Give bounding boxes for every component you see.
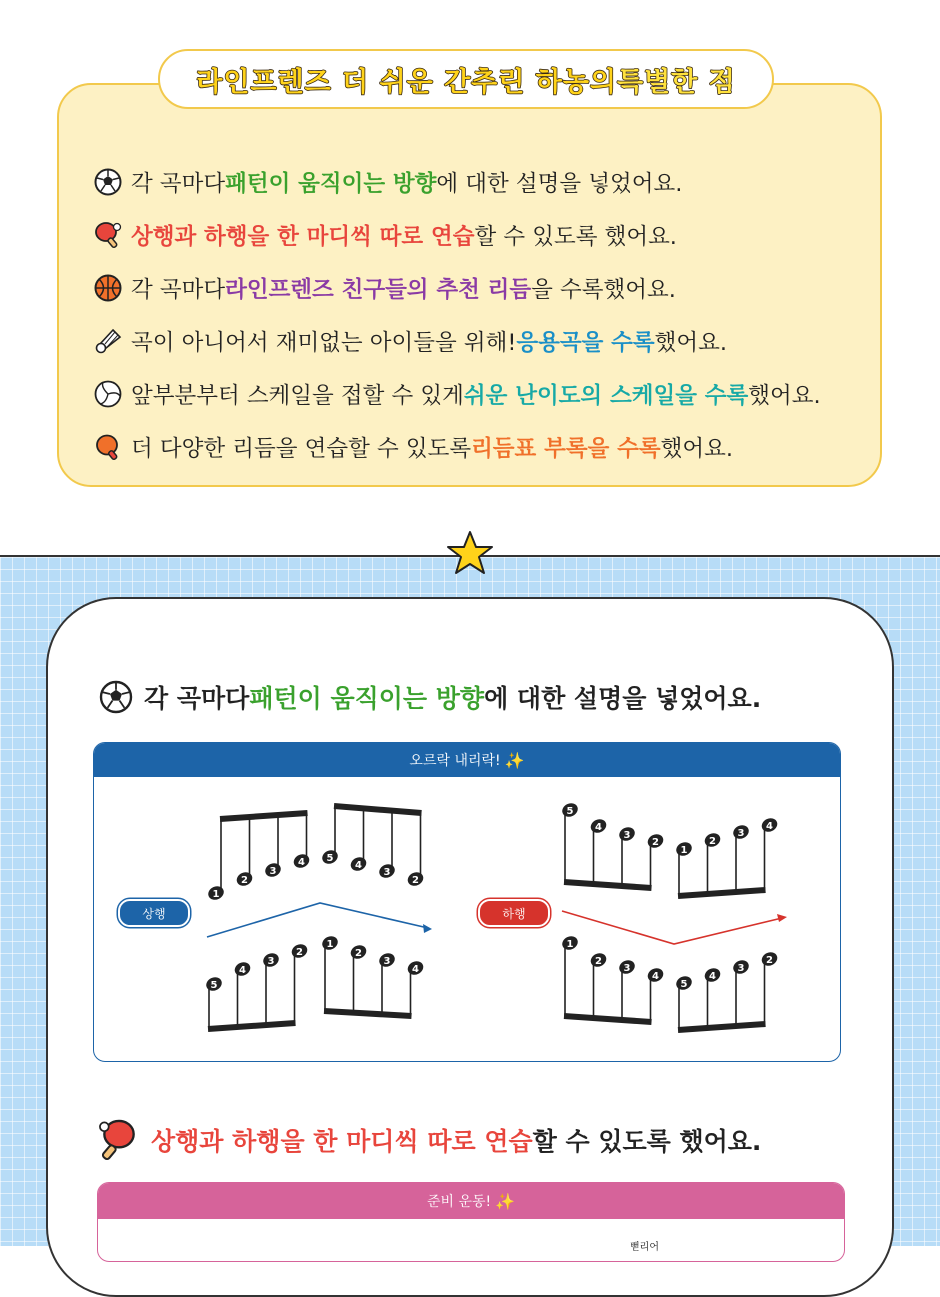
down-top-b-note-number: 2 xyxy=(709,836,716,847)
feature-post: 을 수록했어요. xyxy=(531,276,676,303)
label-ascending: 상행 xyxy=(118,899,190,927)
warmup-card-title: 준비 운동! xyxy=(426,1194,492,1210)
up-bot-a-note-number: 3 xyxy=(267,956,275,967)
section-heading-highlight: 상행과 하행을 한 마디씩 따로 연습 xyxy=(151,1127,533,1156)
up-top-b-beam xyxy=(334,806,422,813)
feature-pre: 곡이 아니어서 재미없는 아이들을 위해! xyxy=(131,329,517,356)
up-top-a-note-number: 3 xyxy=(269,866,277,877)
down-bot-b-note-number: 5 xyxy=(680,979,688,990)
feature-pre: 앞부분부터 스케일을 접할 수 있게 xyxy=(131,382,464,409)
down-bot-b-note-number: 4 xyxy=(709,971,716,982)
section-heading-post: 할 수 있도록 했어요. xyxy=(532,1127,762,1156)
down-bot-b-note-number: 3 xyxy=(737,963,745,974)
feature-pre: 각 곡마다 xyxy=(131,276,226,303)
partial-label: 뻗리어 xyxy=(630,1242,659,1253)
down-bot-b-note-number: 2 xyxy=(766,955,773,966)
features-title-main: 라인프렌즈 더 쉬운 간추린 하농의 xyxy=(196,66,617,98)
up-bot-b-note-number: 1 xyxy=(326,939,334,950)
descending-arrow-line xyxy=(562,911,782,944)
up-bot-b-note-number: 2 xyxy=(355,948,362,959)
up-bot-b-note-number: 3 xyxy=(383,956,391,967)
feature-highlight: 쉬운 난이도의 스케일을 수록 xyxy=(463,382,749,409)
down-top-b-note-number: 3 xyxy=(737,828,745,839)
up-bot-a-note-number: 2 xyxy=(296,947,303,958)
up-top-a-note-number: 4 xyxy=(298,857,305,868)
up-bot-a-beam xyxy=(208,1023,296,1029)
warmup-card-header xyxy=(98,1183,844,1219)
features-title-accent: 특별한 점 xyxy=(617,66,736,98)
down-bot-a-beam xyxy=(564,1016,652,1022)
up-top-b-note-number: 4 xyxy=(355,860,362,871)
feature-highlight: 패턴이 움직이는 방향 xyxy=(225,170,437,197)
section-heading-practice xyxy=(97,1118,761,1162)
down-top-b-note-number: 4 xyxy=(766,821,773,832)
feature-post: 했어요. xyxy=(654,329,727,356)
down-bot-b-beam xyxy=(678,1024,766,1030)
ascending-arrow-head xyxy=(423,924,432,933)
feature-pre: 각 곡마다 xyxy=(131,170,226,197)
down-bot-a-note-number: 3 xyxy=(623,963,631,974)
section-heading-post: 에 대한 설명을 넣었어요. xyxy=(484,684,762,713)
sparkle-icon: ✨ xyxy=(495,1191,516,1211)
up-top-a-note-number: 1 xyxy=(212,889,220,900)
down-top-a-note-number: 2 xyxy=(652,837,659,848)
up-top-a-beam xyxy=(220,813,308,819)
warmup-card xyxy=(97,1182,845,1262)
label-descending: 하행 xyxy=(478,899,550,927)
ascending-arrow-line xyxy=(207,903,428,937)
feature-pre: 더 다양한 리듬을 연습할 수 있도록 xyxy=(131,435,472,462)
up-top-b-note-number: 2 xyxy=(412,875,419,886)
down-top-a-note-number: 4 xyxy=(595,822,602,833)
down-bot-a-note-number: 4 xyxy=(652,971,659,982)
feature-highlight: 라인프렌즈 친구들의 추천 리듬 xyxy=(225,276,532,303)
feature-highlight: 리듬표 부록을 수록 xyxy=(471,435,661,462)
down-top-a-note-number: 5 xyxy=(566,806,574,817)
feature-post: 했어요. xyxy=(660,435,733,462)
down-top-a-beam xyxy=(564,882,652,888)
up-bot-a-note-number: 4 xyxy=(239,965,246,976)
feature-post: 할 수 있도록 했어요. xyxy=(474,223,677,250)
up-bot-b-beam xyxy=(324,1011,412,1016)
up-bot-a-note-number: 5 xyxy=(210,980,218,991)
feature-highlight: 응용곡을 수록 xyxy=(516,329,655,356)
feature-highlight: 상행과 하행을 한 마디씩 따로 연습 xyxy=(131,223,475,250)
ping-pong-paddle-icon xyxy=(97,1118,141,1162)
down-top-b-note-number: 1 xyxy=(680,845,688,856)
down-top-b-beam xyxy=(678,890,766,896)
down-bot-a-note-number: 2 xyxy=(595,956,602,967)
up-bot-b-note-number: 4 xyxy=(412,964,419,975)
up-top-b-note-number: 3 xyxy=(383,867,391,878)
up-top-a-note-number: 2 xyxy=(241,875,248,886)
sparkle-icon: ✨ xyxy=(504,750,525,770)
feature-post: 에 대한 설명을 넣었어요. xyxy=(436,170,683,197)
feature-post: 했어요. xyxy=(748,382,821,409)
down-top-a-note-number: 3 xyxy=(623,830,631,841)
direction-card-title: 오르락 내리락! xyxy=(409,753,501,769)
descending-arrow-head xyxy=(777,914,787,922)
down-bot-a-note-number: 1 xyxy=(566,939,574,950)
section-heading-highlight: 패턴이 움직이는 방향 xyxy=(249,684,485,713)
section-heading-pre: 각 곡마다 xyxy=(144,684,250,713)
up-top-b-note-number: 5 xyxy=(326,853,334,864)
